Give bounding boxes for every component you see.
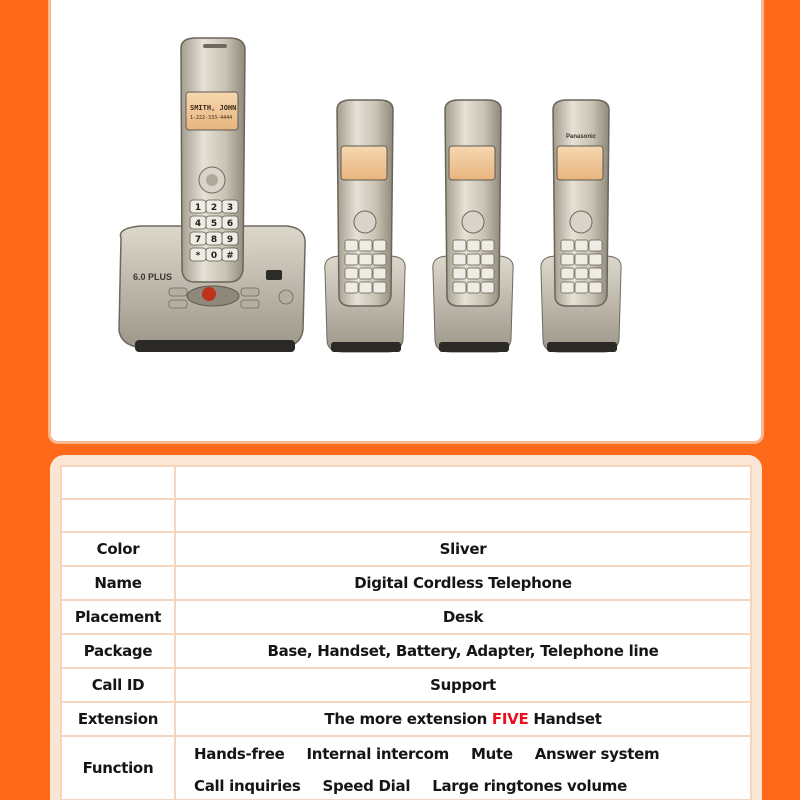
table-row-placement xyxy=(61,600,751,634)
function-item: Large ringtones volume xyxy=(432,777,627,795)
spec-panel xyxy=(50,455,762,800)
product-photo xyxy=(51,0,767,444)
table-row-color xyxy=(61,532,751,566)
svg-text:0: 0 xyxy=(210,251,218,261)
svg-text:6: 6 xyxy=(226,219,234,229)
function-item: Call inquiries xyxy=(194,777,301,795)
svg-text:#: # xyxy=(226,251,234,261)
function-item: Hands-free xyxy=(194,745,285,763)
svg-text:7: 7 xyxy=(194,235,202,245)
product-photo-panel xyxy=(48,0,764,444)
spec-value xyxy=(175,702,751,736)
spec-label: Call ID xyxy=(61,668,175,702)
spec-value xyxy=(175,736,751,800)
function-item: Speed Dial xyxy=(322,777,411,795)
main-handset xyxy=(181,38,245,282)
table-row-extension xyxy=(61,702,751,736)
svg-text:3: 3 xyxy=(226,203,234,213)
svg-text:8: 8 xyxy=(210,235,218,245)
function-item: Mute xyxy=(471,745,513,763)
spec-label: Function xyxy=(61,736,175,800)
table-row-function xyxy=(61,736,751,800)
extension-suffix: Handset xyxy=(528,710,602,728)
table-row-call-id xyxy=(61,668,751,702)
spec-value: Support xyxy=(175,668,751,702)
function-item: Internal intercom xyxy=(306,745,449,763)
spec-value: Digital Cordless Telephone xyxy=(175,566,751,600)
spec-value: Desk xyxy=(175,600,751,634)
spec-label: Package xyxy=(61,634,175,668)
spec-table xyxy=(60,465,752,800)
table-row-empty xyxy=(61,466,751,499)
main-screen-name: SMITH, JOHN xyxy=(190,104,237,112)
spec-label: Name xyxy=(61,566,175,600)
function-list xyxy=(176,741,750,795)
extension-highlight: FIVE xyxy=(491,710,529,728)
main-screen-number: 1-222-333-4444 xyxy=(190,115,233,121)
extension-prefix: The more extension xyxy=(324,710,492,728)
svg-text:*: * xyxy=(195,251,201,261)
extension-handset-1 xyxy=(325,100,405,352)
function-item: Answer system xyxy=(534,745,660,763)
spec-label: Color xyxy=(61,532,175,566)
table-row-package xyxy=(61,634,751,668)
svg-text:5: 5 xyxy=(210,219,218,229)
table-row-empty xyxy=(61,499,751,532)
spec-value: Base, Handset, Battery, Adapter, Telephone line xyxy=(175,634,751,668)
extension-handset-3 xyxy=(541,100,621,352)
extension-handset-2 xyxy=(433,100,513,352)
svg-text:1: 1 xyxy=(194,203,202,213)
svg-text:9: 9 xyxy=(226,235,234,245)
spec-label: Placement xyxy=(61,600,175,634)
base-badge-label: 6.0 PLUS xyxy=(133,272,173,282)
svg-text:4: 4 xyxy=(194,219,202,229)
spec-label: Extension xyxy=(61,702,175,736)
table-row-name xyxy=(61,566,751,600)
svg-text:2: 2 xyxy=(210,203,218,213)
spec-value: Sliver xyxy=(175,532,751,566)
brand-label: Panasonic xyxy=(565,134,597,140)
